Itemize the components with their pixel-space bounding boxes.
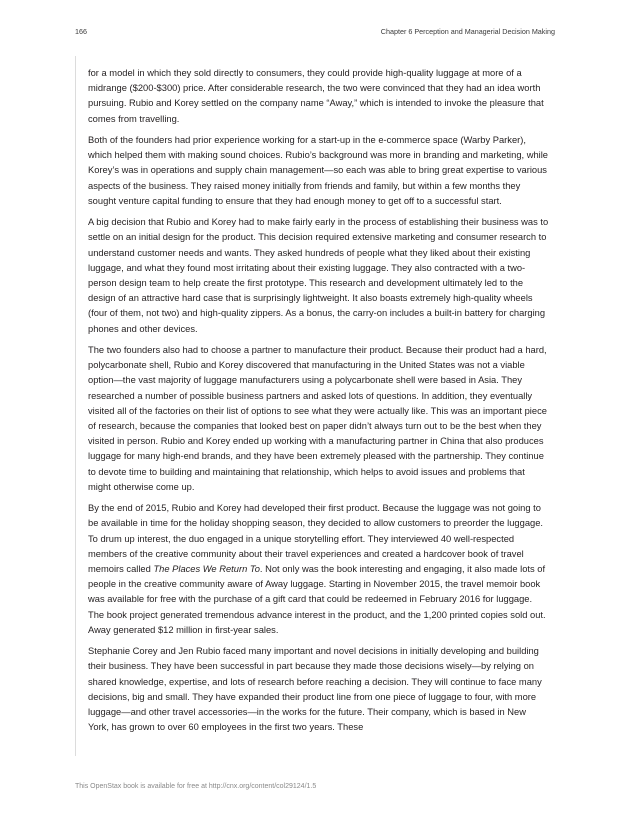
paragraph-manufacturing: The two founders also had to choose a partner to manufacture their product. Because their product had a hard, polycarbonate shell, Rubio and Korey discovered that manufacturing in the United States was not a viable option—the vast majority of luggage manufacturers using a polycarbonate shell were based in Asia. They researched a number of possible business partners and asked lots of questions. In addition, they eventually visited all of the factories on their list of options to see what they were actually like. This was an important piece of research, because the companies that looked best on paper didn’t always turn out to be the best when they visited in person. Rubio and Korey ended up working with a manufacturing partner in China that also produces luggage for many high-end brands, and they have been extremely pleased with the partnership. They continue to devote time to building and maintaining that relationship, which helps to avoid issues and problems that might otherwise come up. <box>88 345 547 492</box>
book-title: The Places We Return To <box>153 564 260 575</box>
chapter-title: Chapter 6 Perception and Managerial Decision Making <box>380 27 555 36</box>
paragraph-launch <box>88 501 549 638</box>
paragraph-founders: Both of the founders had prior experience working for a start-up in the e-commerce space (Warby Parker), which helped them with making sound choices. Rubio’s background was more in branding and marketing, while Korey’s was in operations and supply chain management—so each was able to bring great expertise to various aspects of the business. They raised money initially from friends and family, but within a few months they sought venture capital funding to ensure that they had enough money to get off to a successful start. <box>88 135 549 206</box>
paragraph-conclusion: Stephanie Corey and Jen Rubio faced many important and novel decisions in initially developing and building their business. They have been successful in part because they made those decisions wisely—by relying on shared knowledge, expertise, and lots of research before reaching a decision. They will continue to face many decisions, big and small. They have expanded their product line from one piece of luggage to four, with more luggage—and other travel accessories—in the works for the future. Their company, which is based in New York, has grown to over 60 employees in the first two years. These <box>88 646 542 733</box>
launch-text-after: . Not only was the book interesting and engaging, it also made lots of people in the creative community aware of Away luggage. Starting in November 2015, the travel memoir book was available for free with the purchase of a gift card that could be redeemed in February 2016 for luggage. The book project generated tremendous advance interest in the product, and the 1,200 printed copies sold out. Away generated $12 million in first-year sales. <box>88 564 546 635</box>
page-number: 166 <box>75 27 87 36</box>
page-footer: This OpenStax book is available for free at http://cnx.org/content/col29124/1.5 <box>75 783 317 790</box>
case-study-body <box>75 56 555 756</box>
paragraph-continuation: for a model in which they sold directly to consumers, they could provide high-quality luggage at more of a midrange ($200-$300) price. After considerable research, the two were convinced that they had an idea worth pursuing. Rubio and Korey settled on the company name “Away,” which is intended to invoke the pleasure that comes from travelling. <box>88 68 544 124</box>
paragraph-design: A big decision that Rubio and Korey had to make fairly early in the process of establishing their business was to settle on an initial design for the product. This decision required extensive marketing and consumer research to understand customer needs and wants. They asked hundreds of people what they liked about their existing luggage, and what they found most irritating about their existing luggage. They also contracted with a two-person design team to help create the first prototype. This research and development ultimately led to the design of an attractive hard case that is surprisingly lightweight. It also boasts extremely high-quality wheels (four of them, not two) and high-quality zippers. As a bonus, the carry-on includes a built-in battery for charging phones and other devices. <box>88 217 549 334</box>
launch-text-before: By the end of 2015, Rubio and Korey had developed their first product. Because the luggage was not going to be available in time for the holiday shopping season, they decided to allow customers to preorder the luggage. To drum up interest, the duo engaged in a unique storytelling effort. They interviewed 40 well-respected members of the creative community about their travel experiences and created a hardcover book of travel memoirs called <box>88 503 544 575</box>
